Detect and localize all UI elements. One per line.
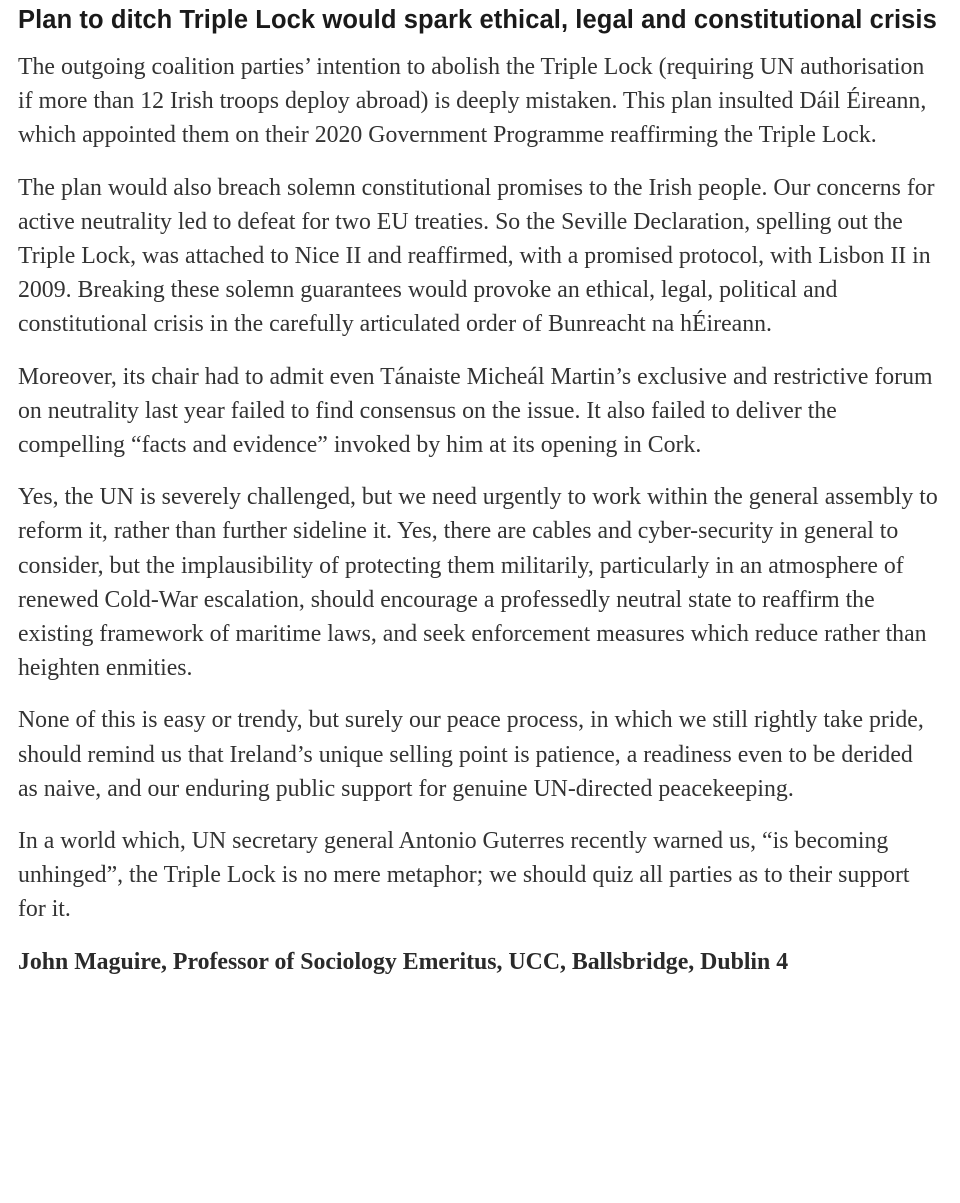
author-signature: John Maguire, Professor of Sociology Emeritus, UCC, Ballsbridge, Dublin 4 xyxy=(18,948,789,975)
paragraph-5: None of this is easy or trendy, but surely our peace process, in which we still rightly take pride, should remind us that Ireland’s unique selling point is patience, a readiness even to be derided as naive, and our enduring public support for genuine UN-directed peacekeeping. xyxy=(18,707,924,802)
paragraph-6: In a world which, UN secretary general Antonio Guterres recently warned us, “is becoming unhinged”, the Triple Lock is no mere metaphor; we should quiz all parties as to their support for it. xyxy=(18,828,910,923)
letter-article xyxy=(18,3,938,979)
paragraph-3: Moreover, its chair had to admit even Tánaiste Micheál Martin’s exclusive and restrictive forum on neutrality last year failed to find consensus on the issue. It also failed to deliver the compelling “facts and evidence” invoked by him at its opening in Cork. xyxy=(18,363,933,459)
paragraph-2: The plan would also breach solemn constitutional promises to the Irish people. Our concerns for active neutrality led to defeat for two EU treaties. So the Seville Declaration, spelling out the Triple Lock, was attached to Nice II and reaffirmed, with a promised protocol, with Lisbon II in 2009. Breaking these solemn guarantees would provoke an ethical, legal, political and constitutional crisis in the carefully articulated order of Bunreacht na hÉireann. xyxy=(18,174,935,338)
headline: Plan to ditch Triple Lock would spark ethical, legal and constitutional crisis xyxy=(18,6,937,34)
paragraph-4: Yes, the UN is severely challenged, but we need urgently to work within the general assembly to reform it, rather than further sideline it. Yes, there are cables and cyber-security in general to consider, but the implausibility of protecting them militarily, particularly in an atmosphere of renewed Cold-War escalation, should encourage a professedly neutral state to reaffirm the existing framework of maritime laws, and seek enforcement measures which reduce rather than heighten enmities. xyxy=(18,484,938,682)
paragraph-1: The outgoing coalition parties’ intention to abolish the Triple Lock (requiring UN authorisation if more than 12 Irish troops deploy abroad) is deeply mistaken. This plan insulted Dáil Éireann, which appointed them on their 2020 Government Programme reaffirming the Triple Lock. xyxy=(18,54,927,149)
letter-body xyxy=(18,50,938,927)
